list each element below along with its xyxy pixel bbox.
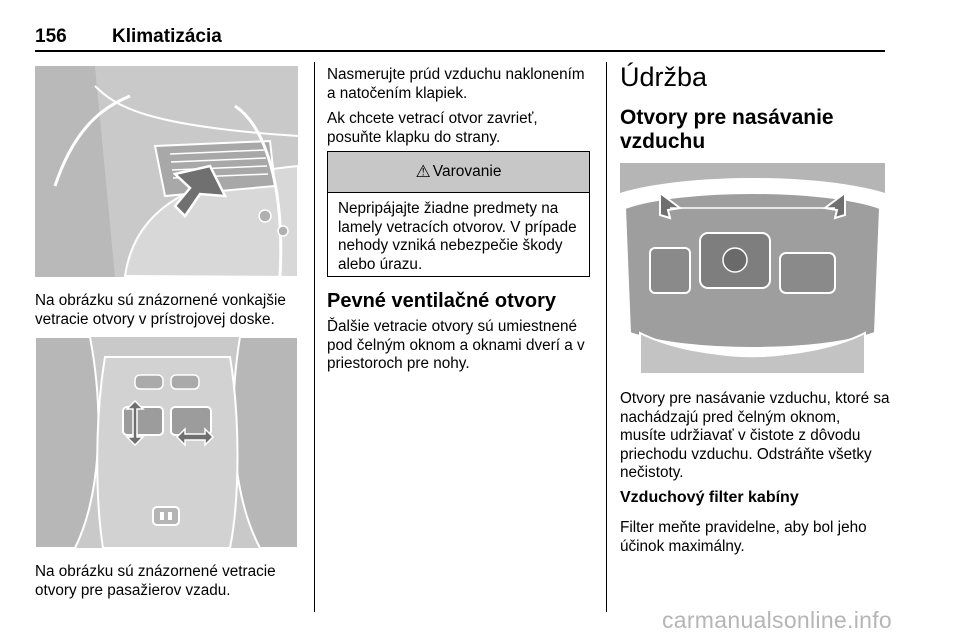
- instruction-paragraph-2: Ak chcete vetrací otvor zavrieť, posuňte klapku do strany.: [327, 110, 538, 146]
- maintenance-heading: Údržba: [620, 62, 708, 92]
- warning-header: [328, 152, 589, 193]
- chapter-title: Klimatizácia: [112, 26, 222, 47]
- cabin-filter-paragraph: Filter meňte pravidelne, aby bol jeho účinok maximálny.: [620, 519, 867, 555]
- watermark: carmanualsonline.info: [661, 607, 892, 633]
- column-divider-1: [314, 62, 315, 612]
- warning-title: Varovanie: [432, 163, 502, 180]
- header-rule: [35, 50, 885, 52]
- dashboard-vent-illustration: [35, 66, 298, 277]
- air-intake-heading: Otvory pre nasávanie vzduchu: [620, 106, 834, 153]
- figure2-caption: Na obrázku sú znázornené vetracie otvory pre pasažierov vzadu.: [35, 563, 276, 599]
- engine-bay-illustration: [620, 163, 885, 374]
- warning-text: Nepripájajte žiadne predmety na lamely vetracích otvorov. V prípade nehody vzniká nebezpečie škody alebo úrazu.: [338, 200, 577, 273]
- rear-vent-illustration: [35, 337, 298, 548]
- page-number: 156: [35, 26, 67, 47]
- section-heading-fixed-vents: Pevné ventilačné otvory: [327, 290, 556, 312]
- cabin-filter-heading: Vzduchový filter kabíny: [620, 489, 799, 506]
- column-divider-2: [606, 62, 607, 612]
- instruction-paragraph-1: Nasmerujte prúd vzduchu naklonením a natočením klapiek.: [327, 66, 585, 102]
- warning-box: [327, 151, 590, 277]
- air-intake-paragraph: Otvory pre nasávanie vzduchu, ktoré sa nachádzajú pred čelným oknom, musíte udržiavať v čistote z dôvodu priechodu vzduchu. Odstráňte všetky nečistoty.: [620, 390, 890, 481]
- fixed-vents-paragraph: Ďalšie vetracie otvory sú umiestnené pod čelným oknom a oknami dverí a v priestoroch pre nohy.: [327, 318, 585, 372]
- page-header: [35, 26, 885, 52]
- figure1-caption: Na obrázku sú znázornené vonkajšie vetracie otvory v prístrojovej doske.: [35, 292, 286, 328]
- warning-triangle-icon: ⚠: [415, 162, 431, 181]
